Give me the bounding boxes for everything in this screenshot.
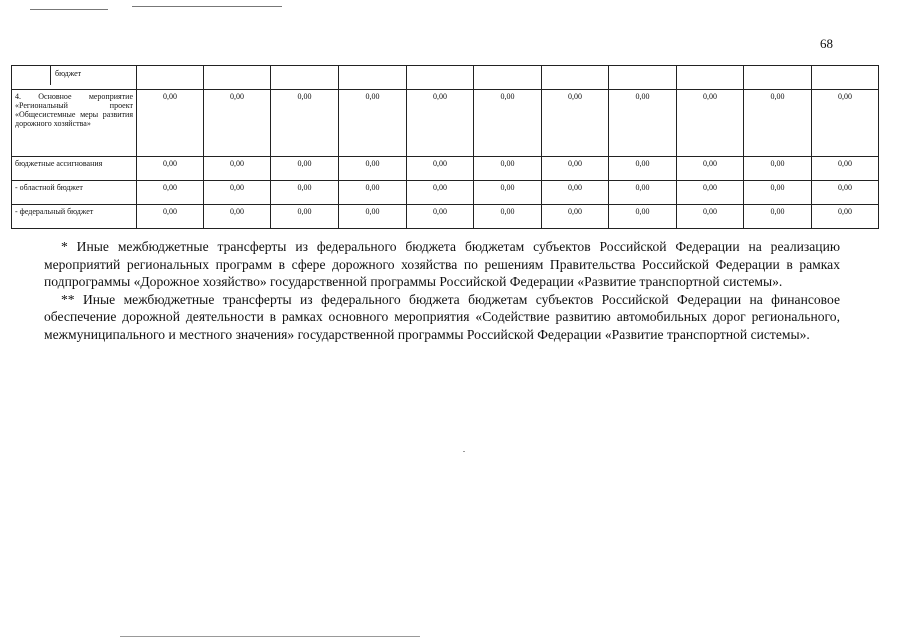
table-cell-value: 0,00 [204, 205, 271, 229]
table-cell-value: 0,00 [137, 205, 204, 229]
table-cell [137, 66, 204, 90]
table-cell-value: 0,00 [204, 157, 271, 181]
table-cell-value: 0,00 [271, 157, 339, 181]
footnotes [44, 238, 840, 344]
table-row-budget-continued [12, 66, 879, 90]
table-cell-value: 0,00 [542, 205, 609, 229]
page-number: 68 [820, 36, 833, 51]
table-cell-value: 0,00 [609, 157, 677, 181]
footnote-2: ** Иные межбюджетные трансферты из федерального бюджета бюджетам субъектов Российской Федерации на финансовое обеспечение дорожной деятельности в рамках основного мероприятия «Содействие развитию автомобильных дорог регионального, межмуниципального и местного значения» государственной программы Российской Федерации «Развитие транспортной системы». [44, 291, 840, 342]
table-cell-value: 0,00 [677, 205, 744, 229]
budget-table [11, 65, 879, 229]
table-cell-value: 0,00 [407, 205, 474, 229]
table-cell [744, 66, 812, 90]
table-cell [812, 66, 879, 90]
table-cell-value: 0,00 [474, 181, 542, 205]
table-cell [677, 66, 744, 90]
table-cell-value: 0,00 [677, 157, 744, 181]
table-cell-value: 0,00 [137, 157, 204, 181]
table-cell-value: 0,00 [407, 90, 474, 157]
footnote-1: * Иные межбюджетные трансферты из федерального бюджета бюджетам субъектов Российской Федерации на реализацию мероприятий региональных программ в сфере дорожного хозяйства по решениям Правительства Российской Федерации в рамках подпрограммы «Дорожное хозяйство» государственной программы Российской Федерации «Развитие транспортной системы». [44, 239, 840, 290]
row-label: - областной бюджет [12, 181, 137, 205]
table-cell-value: 0,00 [339, 157, 407, 181]
table-cell-value: 0,00 [137, 181, 204, 205]
table-cell-value: 0,00 [204, 90, 271, 157]
table-cell-label [12, 66, 137, 90]
table-cell-value: 0,00 [271, 205, 339, 229]
table-cell-value: 0,00 [271, 181, 339, 205]
table-row-regional-budget [12, 181, 879, 205]
scan-line-bottom [120, 636, 420, 637]
table-cell-value: 0,00 [744, 90, 812, 157]
table-cell-value: 0,00 [339, 90, 407, 157]
row-label: - федеральный бюджет [12, 205, 137, 229]
table-cell [407, 66, 474, 90]
table-cell-value: 0,00 [137, 90, 204, 157]
table-cell-value: 0,00 [677, 181, 744, 205]
table-cell-value: 0,00 [339, 181, 407, 205]
table-cell-value: 0,00 [812, 205, 879, 229]
table-cell [339, 66, 407, 90]
table-cell [542, 66, 609, 90]
table-cell-value: 0,00 [542, 90, 609, 157]
table-row-main-activity [12, 90, 879, 157]
table-cell-value: 0,00 [744, 157, 812, 181]
table-cell-value: 0,00 [609, 90, 677, 157]
table-cell-value: 0,00 [542, 181, 609, 205]
table-cell-value: 0,00 [407, 157, 474, 181]
table-cell-value: 0,00 [812, 157, 879, 181]
table-cell [204, 66, 271, 90]
table-cell-value: 0,00 [677, 90, 744, 157]
row-label: бюджетные ассигнования [12, 157, 137, 181]
table-cell-value: 0,00 [744, 181, 812, 205]
first-row-label: бюджет [55, 69, 82, 78]
table-cell-value: 0,00 [542, 157, 609, 181]
table-cell-value: 0,00 [609, 205, 677, 229]
table-row-budget-allocations [12, 157, 879, 181]
table-cell-value: 0,00 [812, 90, 879, 157]
table-cell [474, 66, 542, 90]
table-cell-value: 0,00 [744, 205, 812, 229]
table-cell-value: 0,00 [204, 181, 271, 205]
table-cell-value: 0,00 [812, 181, 879, 205]
table-cell [609, 66, 677, 90]
main-row-label: 4. Основное мероприятие «Региональный проект «Общесистемные меры развития дорожного хозяйства» [12, 90, 137, 157]
table-cell-value: 0,00 [474, 157, 542, 181]
table-cell-value: 0,00 [271, 90, 339, 157]
table-row-federal-budget [12, 205, 879, 229]
scan-line-top-right [132, 6, 282, 7]
table-cell-value: 0,00 [407, 181, 474, 205]
table-cell-value: 0,00 [609, 181, 677, 205]
scan-line-top-left [30, 9, 108, 10]
table-cell [271, 66, 339, 90]
scan-speck [463, 451, 465, 452]
table-cell-value: 0,00 [474, 90, 542, 157]
table-cell-value: 0,00 [339, 205, 407, 229]
table-cell-value: 0,00 [474, 205, 542, 229]
